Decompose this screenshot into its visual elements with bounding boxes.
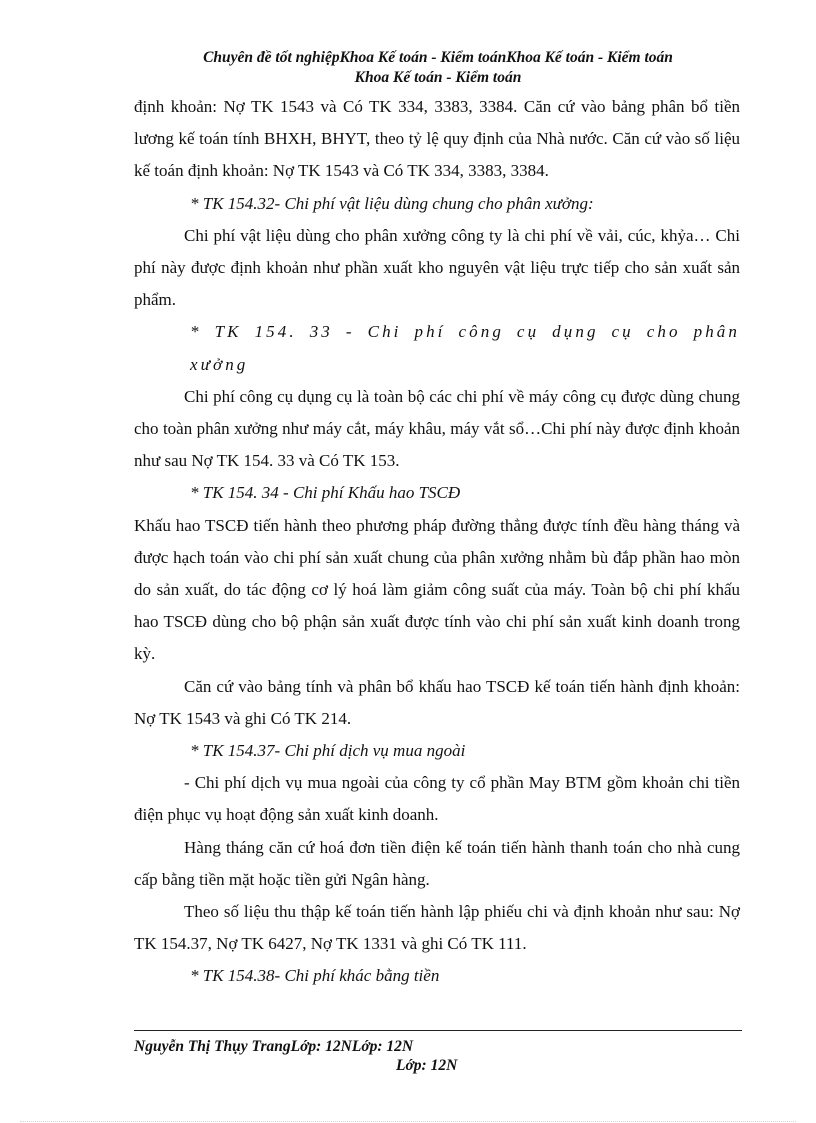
section-heading: * TK 154.37- Chi phí dịch vụ mua ngoài	[190, 741, 466, 761]
section-heading: * TK 154.32- Chi phí vật liệu dùng chung cho phân xưởng:	[190, 193, 594, 213]
page-header	[134, 48, 742, 88]
header-line-1: Chuyên đề tốt nghiệpKhoa Kế toán - Kiểm toánKhoa Kế toán - Kiểm toán	[203, 49, 673, 66]
section-heading: * TK 154.38- Chi phí khác bằng tiền	[190, 966, 440, 986]
footer-line-2: Lớp: 12N	[396, 1057, 458, 1074]
paragraph: Hàng tháng căn cứ hoá đơn tiền điện kế toán tiến hành thanh toán cho nhà cung cấp bằng tiền mặt hoặc tiền gửi Ngân hàng.	[134, 837, 740, 889]
paragraph: Căn cứ vào bảng tính và phân bổ khấu hao TSCĐ kế toán tiến hành định khoản: Nợ TK 1543 và ghi Có TK 214.	[134, 676, 740, 728]
paragraph: Chi phí công cụ dụng cụ là toàn bộ các chi phí về máy công cụ được dùng chung cho toàn phân xưởng như máy cắt, máy khâu, máy vắt sổ…Chi phí này được định khoản như sau Nợ TK 154. 33 và Có TK 153.	[134, 386, 740, 471]
footer-rule	[134, 1030, 742, 1031]
paragraph: - Chi phí dịch vụ mua ngoài của công ty cổ phần May BTM gồm khoản chi tiền điện phục vụ hoạt động sản xuất kinh doanh.	[134, 773, 740, 825]
section-heading: * TK 154. 33 - Chi phí công cụ dụng cụ cho phân xưởng	[190, 322, 740, 374]
document-body	[134, 91, 740, 993]
paragraph: định khoản: Nợ TK 1543 và Có TK 334, 3383, 3384. Căn cứ vào bảng phân bổ tiền lương kế toán tính BHXH, BHYT, theo tỷ lệ quy định của Nhà nước. Căn cứ vào số liệu kế toán định khoản: Nợ TK 1543 và Có TK 334, 3383, 3384.	[134, 97, 740, 181]
section-heading: * TK 154. 34 - Chi phí Khấu hao TSCĐ	[190, 483, 461, 503]
bottom-divider	[20, 1121, 796, 1122]
paragraph: Khấu hao TSCĐ tiến hành theo phương pháp đường thẳng được tính đều hàng tháng và được hạch toán vào chi phí sản xuất chung của phân xưởng nhằm bù đắp phần hao mòn do sản xuất, do tác động cơ lý hoá làm giảm công suất của máy. Toàn bộ chi phí khấu hao TSCĐ dùng cho bộ phận sản xuất được tính vào chi phí sản xuất kinh doanh trong kỳ.	[134, 515, 740, 664]
paragraph: Theo số liệu thu thập kế toán tiến hành lập phiếu chi và định khoản như sau: Nợ TK 154.37, Nợ TK 6427, Nợ TK 1331 và ghi Có TK 111.	[134, 902, 740, 954]
paragraph: Chi phí vật liệu dùng cho phân xưởng công ty là chi phí về vải, cúc, khỷa… Chi phí này được định khoản như phần xuất kho nguyên vật liệu trực tiếp cho sản xuất sản phẩm.	[134, 225, 740, 310]
footer-line-1: Nguyễn Thị Thụy TrangLớp: 12NLớp: 12N	[134, 1038, 414, 1055]
header-line-2: Khoa Kế toán - Kiểm toán	[354, 69, 522, 86]
page-footer	[134, 1037, 742, 1075]
